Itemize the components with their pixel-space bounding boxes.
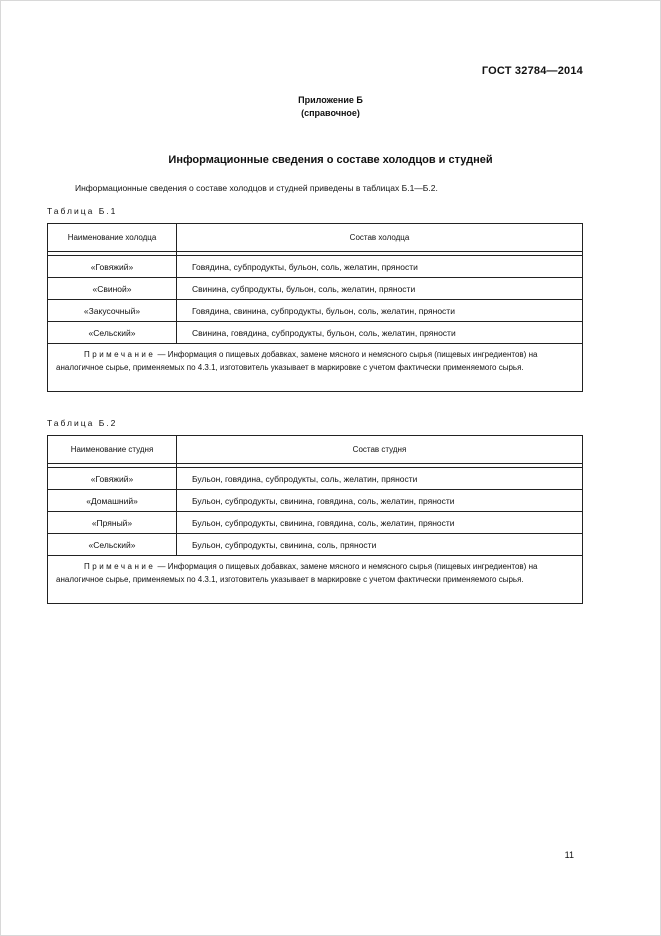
intro-paragraph: Информационные сведения о составе холодцов и студней приведены в таблицах Б.1—Б.2. [75,183,438,193]
note-label: Примечание [84,350,156,359]
table-2-label: Таблица Б.2 [47,418,118,428]
table-row [48,278,583,300]
product-name-cell: «Говяжий» [48,256,177,278]
table-row [48,256,583,278]
note-label: Примечание [84,562,156,571]
composition-cell: Бульон, субпродукты, свинина, соль, пряности [177,534,583,556]
section-title: Информационные сведения о составе холодцов и студней [168,154,493,166]
table-row [48,300,583,322]
table-row [48,468,583,490]
product-name-cell: «Говяжий» [48,468,177,490]
table-note [48,556,583,604]
product-name-cell: «Закусочный» [48,300,177,322]
column-header-composition: Состав холодца [177,224,583,252]
table-note-row [48,344,583,392]
table-note-row [48,556,583,604]
note-text: — Информация о пищевых добавках, замене мясного и немясного сырья (пищевых ингредиентов) на аналогичное сырье, применяемых по 4.3.1, изготовитель указывает в маркировке с учетом фактически применяемого сырья. [56,350,538,372]
column-header-name: Наименование холодца [48,224,177,252]
composition-cell: Бульон, субпродукты, свинина, говядина, соль, желатин, пряности [177,512,583,534]
table-header-row [48,224,583,252]
table-row [48,512,583,534]
composition-cell: Бульон, субпродукты, свинина, говядина, соль, желатин, пряности [177,490,583,512]
column-header-composition: Состав студня [177,436,583,464]
composition-cell: Бульон, говядина, субпродукты, соль, желатин, пряности [177,468,583,490]
table-row [48,534,583,556]
product-name-cell: «Домашний» [48,490,177,512]
table-1-label: Таблица Б.1 [47,206,118,216]
page-number: 11 [564,850,574,860]
appendix-subtitle: (справочное) [301,108,360,118]
appendix-title: Приложение Б [298,95,363,105]
table-row [48,322,583,344]
table-2 [47,435,583,604]
table-1 [47,223,583,392]
product-name-cell: «Свиной» [48,278,177,300]
table-row [48,490,583,512]
composition-cell: Свинина, говядина, субпродукты, бульон, соль, желатин, пряности [177,322,583,344]
product-name-cell: «Сельский» [48,322,177,344]
product-name-cell: «Сельский» [48,534,177,556]
composition-cell: Говядина, свинина, субпродукты, бульон, соль, желатин, пряности [177,300,583,322]
product-name-cell: «Пряный» [48,512,177,534]
table-header-row [48,436,583,464]
document-code: ГОСТ 32784—2014 [481,65,583,77]
composition-cell: Свинина, субпродукты, бульон, соль, желатин, пряности [177,278,583,300]
column-header-name: Наименование студня [48,436,177,464]
table-note [48,344,583,392]
note-text: — Информация о пищевых добавках, замене мясного и немясного сырья (пищевых ингредиентов) на аналогичное сырье, применяемых по 4.3.1, изготовитель указывает в маркировке с учетом фактически применяемого сырья. [56,562,538,584]
composition-cell: Говядина, субпродукты, бульон, соль, желатин, пряности [177,256,583,278]
